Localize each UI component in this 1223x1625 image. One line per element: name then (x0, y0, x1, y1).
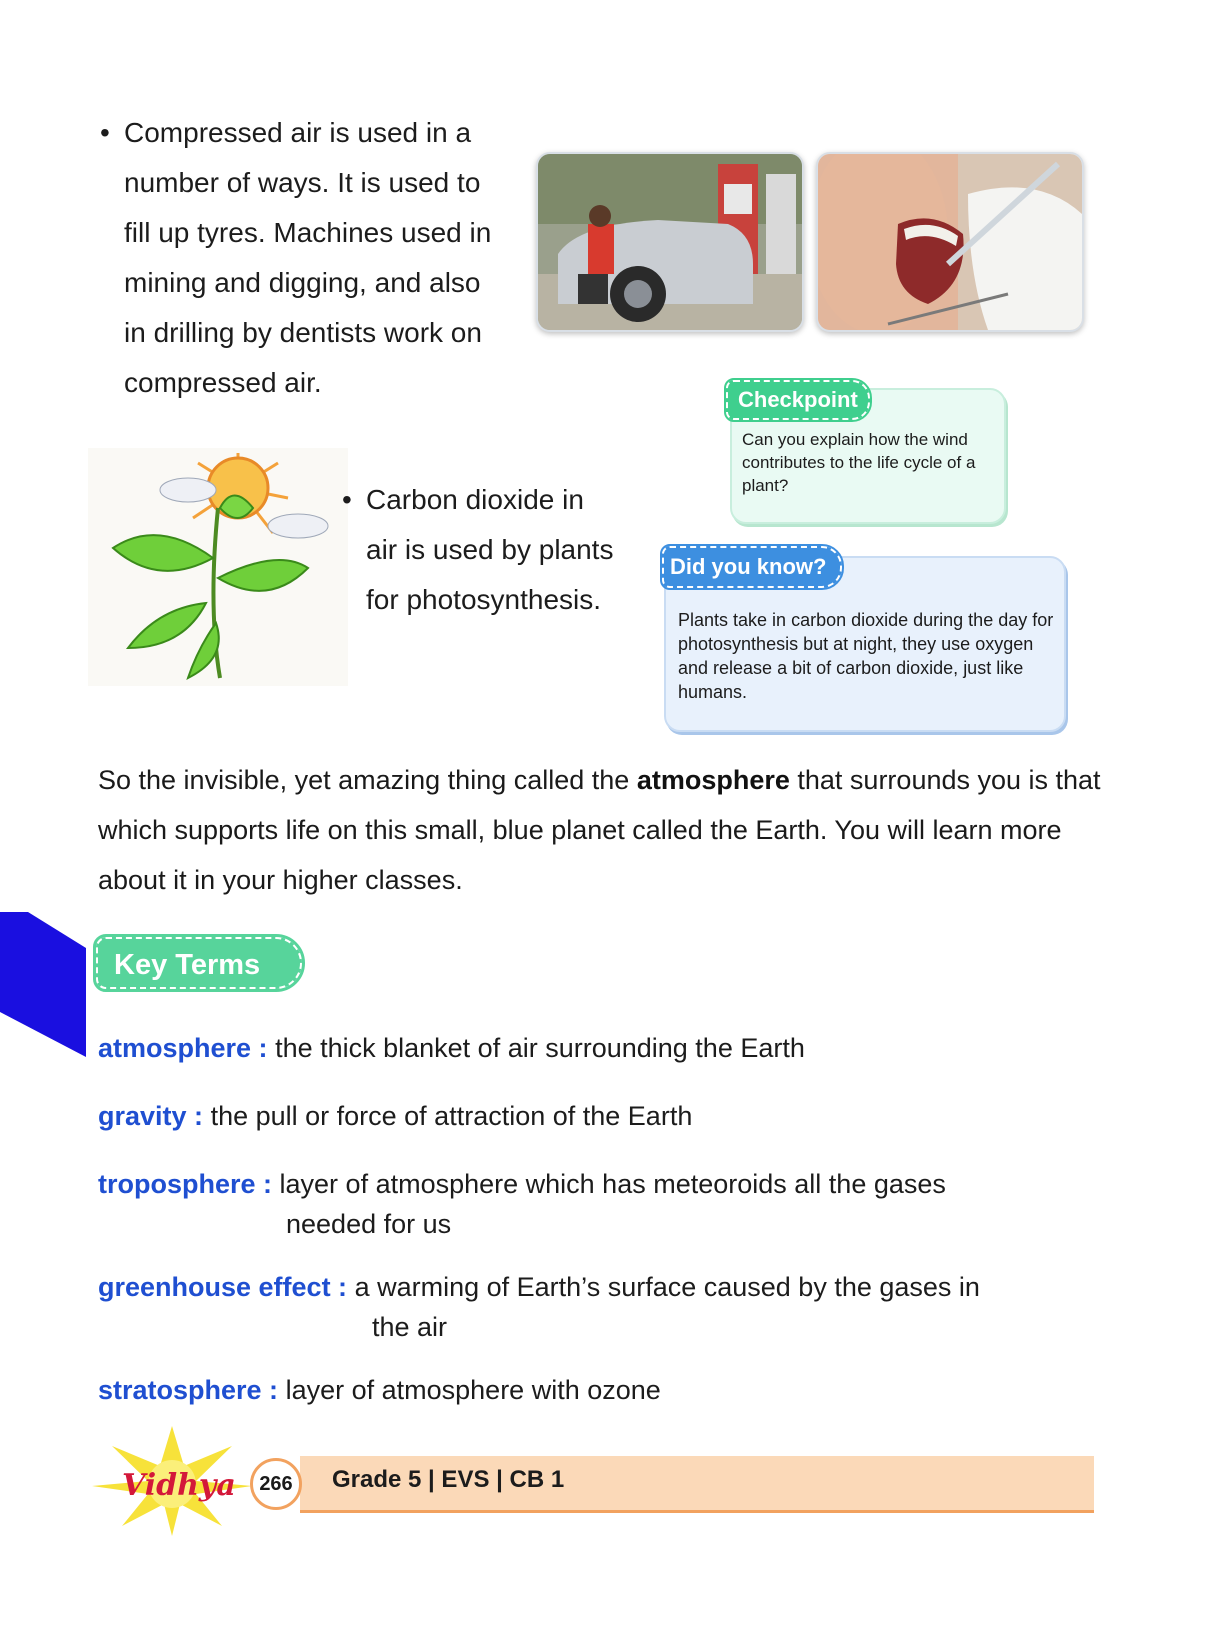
key-terms-heading: Key Terms (96, 937, 302, 989)
side-tab (0, 912, 90, 1057)
atmosphere-bold: atmosphere (636, 765, 790, 795)
plant-sun-illustration (88, 448, 348, 686)
checkpoint-label: Checkpoint (726, 380, 870, 420)
vidhya-logo: Vidhya (122, 1468, 236, 1503)
key-term-stratosphere: stratosphere : layer of atmosphere with ozone (98, 1375, 661, 1405)
page-number: 266 (250, 1458, 302, 1510)
key-term-troposphere: troposphere : layer of atmosphere which has meteoroids all the gases needed for us (98, 1169, 946, 1239)
footer-title: Grade 5 | EVS | CB 1 (332, 1466, 565, 1493)
compressed-air-bullet: • Compressed air is used in a number of ways. It is used to fill up tyres. Machines used in mining and digging, and also in drilling by dentists work on compressed air. (100, 117, 492, 398)
key-term-atmosphere: atmosphere : the thick blanket of air surrounding the Earth (98, 1033, 805, 1063)
did-you-know-label: Did you know? (662, 546, 842, 588)
summary-paragraph: So the invisible, yet amazing thing called the atmosphere that surrounds you is that which supports life on this small, blue planet called the Earth. You will learn more about it in your higher classes. (98, 765, 1101, 895)
checkpoint-text: Can you explain how the wind contributes to the life cycle of a plant? (742, 430, 976, 495)
carbon-dioxide-bullet: • Carbon dioxide in air is used by plants for photosynthesis. (342, 484, 614, 615)
car-tyre-photo (536, 152, 804, 332)
key-term-greenhouse-effect: greenhouse effect : a warming of Earth’s surface caused by the gases in the air (98, 1272, 980, 1342)
did-you-know-text: Plants take in carbon dioxide during the day for photosynthesis but at night, they use oxygen and release a bit of carbon dioxide, just like humans. (678, 610, 1054, 702)
dentist-drill-photo (816, 152, 1084, 332)
key-term-gravity: gravity : the pull or force of attraction of the Earth (98, 1101, 693, 1131)
